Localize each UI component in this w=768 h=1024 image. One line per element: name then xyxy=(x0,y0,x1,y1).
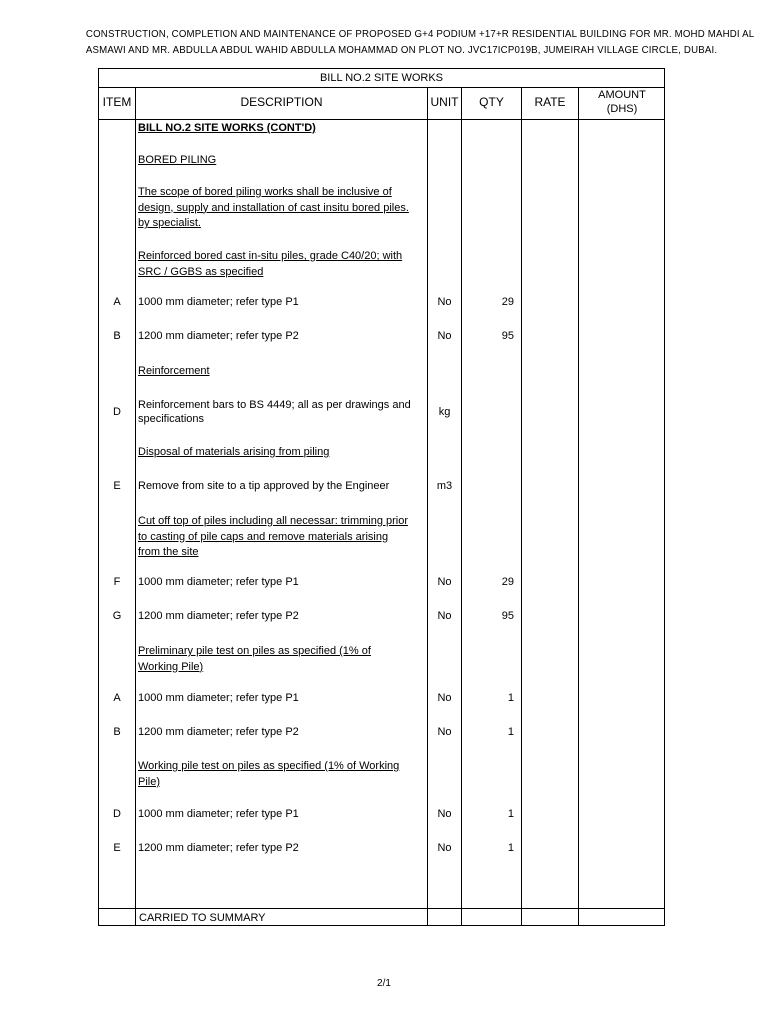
description-cell xyxy=(138,185,426,232)
col-divider xyxy=(135,87,136,925)
qty-cell: 1 xyxy=(507,808,514,820)
qty-cell: 95 xyxy=(501,610,514,622)
item-code: F xyxy=(113,576,121,588)
description-cell xyxy=(138,841,426,855)
description-line: Reinforcement xyxy=(138,365,210,377)
header-line-2: ASMAWI AND MR. ABDULLA ABDUL WAHID ABDULLA MOHAMMAD ON PLOT NO. JVC17ICP019B, JUMEIRAH VILLAGE CIRCLE, DUBAI. xyxy=(85,44,718,56)
item-code: D xyxy=(113,808,121,820)
unit-cell: No xyxy=(437,296,452,308)
description-line: from the site xyxy=(138,546,199,558)
unit-cell: No xyxy=(437,330,452,342)
description-line: Working Pile) xyxy=(138,660,204,673)
description-cell xyxy=(138,398,426,426)
unit-cell: kg xyxy=(438,406,451,418)
unit-cell: No xyxy=(437,726,452,738)
description-line: Reinforcement bars to BS 4449; all as per drawings and xyxy=(138,399,411,411)
description-line: Preliminary pile test on piles as specified (1% of xyxy=(138,645,371,657)
col-header-rate: RATE xyxy=(534,95,566,109)
unit-cell: No xyxy=(437,576,452,588)
description-line: The scope of bored piling works shall be inclusive of xyxy=(138,186,392,198)
amount-label: AMOUNT xyxy=(598,89,646,101)
description-cell xyxy=(138,609,426,623)
row-divider xyxy=(99,119,664,120)
description-line: 1200 mm diameter; refer type P2 xyxy=(138,610,299,622)
qty-cell: 1 xyxy=(507,726,514,738)
description-line: 1000 mm diameter; refer type P1 xyxy=(138,692,299,704)
col-header-description: DESCRIPTION xyxy=(240,95,323,109)
item-code: B xyxy=(113,330,121,342)
description-line: 1200 mm diameter; refer type P2 xyxy=(138,726,299,738)
description-line: Pile) xyxy=(138,775,161,788)
item-code: G xyxy=(112,610,122,622)
description-line: by specialist. xyxy=(138,217,201,229)
description-cell xyxy=(138,364,426,380)
col-header-amount xyxy=(579,88,665,116)
description-cell xyxy=(138,644,426,675)
row-divider xyxy=(99,908,664,909)
item-code: A xyxy=(113,692,121,704)
col-divider xyxy=(427,87,428,925)
col-header-item: ITEM xyxy=(102,95,132,109)
description-cell xyxy=(138,514,426,561)
description-cell xyxy=(138,725,426,739)
description-line: Reinforced bored cast in-situ piles, grade C40/20; with xyxy=(138,250,403,262)
description-line: 1200 mm diameter; refer type P2 xyxy=(138,330,299,342)
description-line: 1000 mm diameter; refer type P1 xyxy=(138,808,299,820)
header-line-1: CONSTRUCTION, COMPLETION AND MAINTENANCE OF PROPOSED G+4 PODIUM +17+R RESIDENTIAL BUILDING FOR MR. MOHD MAHDI AL xyxy=(85,28,755,40)
carried-to-summary: CARRIED TO SUMMARY xyxy=(139,912,266,924)
document-header xyxy=(85,26,755,58)
description-line: SRC / GGBS as specified xyxy=(138,265,264,278)
description-cell xyxy=(138,445,426,461)
description-line: specifications xyxy=(138,413,205,425)
unit-cell: No xyxy=(437,808,452,820)
unit-cell: No xyxy=(437,842,452,854)
col-header-qty: QTY xyxy=(479,95,504,109)
amount-unit-label: (DHS) xyxy=(606,103,638,115)
description-cell xyxy=(138,153,426,169)
col-divider xyxy=(521,87,522,925)
table-title: BILL NO.2 SITE WORKS xyxy=(319,72,444,84)
description-cell xyxy=(138,121,426,137)
qty-cell: 1 xyxy=(507,842,514,854)
page-number: 2/1 xyxy=(377,978,391,989)
description-line: BILL NO.2 SITE WORKS (CONT'D) xyxy=(138,122,316,134)
description-cell xyxy=(138,691,426,705)
bill-of-quantities-table xyxy=(98,68,665,926)
item-code: E xyxy=(113,842,121,854)
item-code: E xyxy=(113,480,121,492)
description-cell xyxy=(138,479,426,493)
description-line: 1200 mm diameter; refer type P2 xyxy=(138,842,299,854)
description-line: Cut off top of piles including all necessar: trimming prior xyxy=(138,515,409,527)
qty-cell: 29 xyxy=(501,576,514,588)
description-line: Disposal of materials arising from piling xyxy=(138,446,330,458)
description-line: Working pile test on piles as specified (1% of Working xyxy=(138,760,400,772)
description-cell xyxy=(138,295,426,309)
description-cell xyxy=(138,759,426,790)
description-line: to casting of pile caps and remove materials arising xyxy=(138,530,389,543)
col-divider xyxy=(461,87,462,925)
qty-cell: 29 xyxy=(501,296,514,308)
col-divider xyxy=(578,87,579,925)
qty-cell: 95 xyxy=(501,330,514,342)
description-cell xyxy=(138,329,426,343)
description-cell xyxy=(138,575,426,589)
item-code: A xyxy=(113,296,121,308)
description-line: BORED PILING xyxy=(138,154,217,166)
item-code: D xyxy=(113,406,121,418)
description-cell xyxy=(138,807,426,821)
description-line: 1000 mm diameter; refer type P1 xyxy=(138,576,299,588)
item-code: B xyxy=(113,726,121,738)
description-line: design, supply and installation of cast insitu bored piles. xyxy=(138,201,409,214)
qty-cell: 1 xyxy=(507,692,514,704)
unit-cell: m3 xyxy=(436,480,453,492)
description-line: 1000 mm diameter; refer type P1 xyxy=(138,296,299,308)
description-cell xyxy=(138,249,426,280)
unit-cell: No xyxy=(437,692,452,704)
col-header-unit: UNIT xyxy=(430,95,459,109)
unit-cell: No xyxy=(437,610,452,622)
description-line: Remove from site to a tip approved by the Engineer xyxy=(138,480,390,492)
